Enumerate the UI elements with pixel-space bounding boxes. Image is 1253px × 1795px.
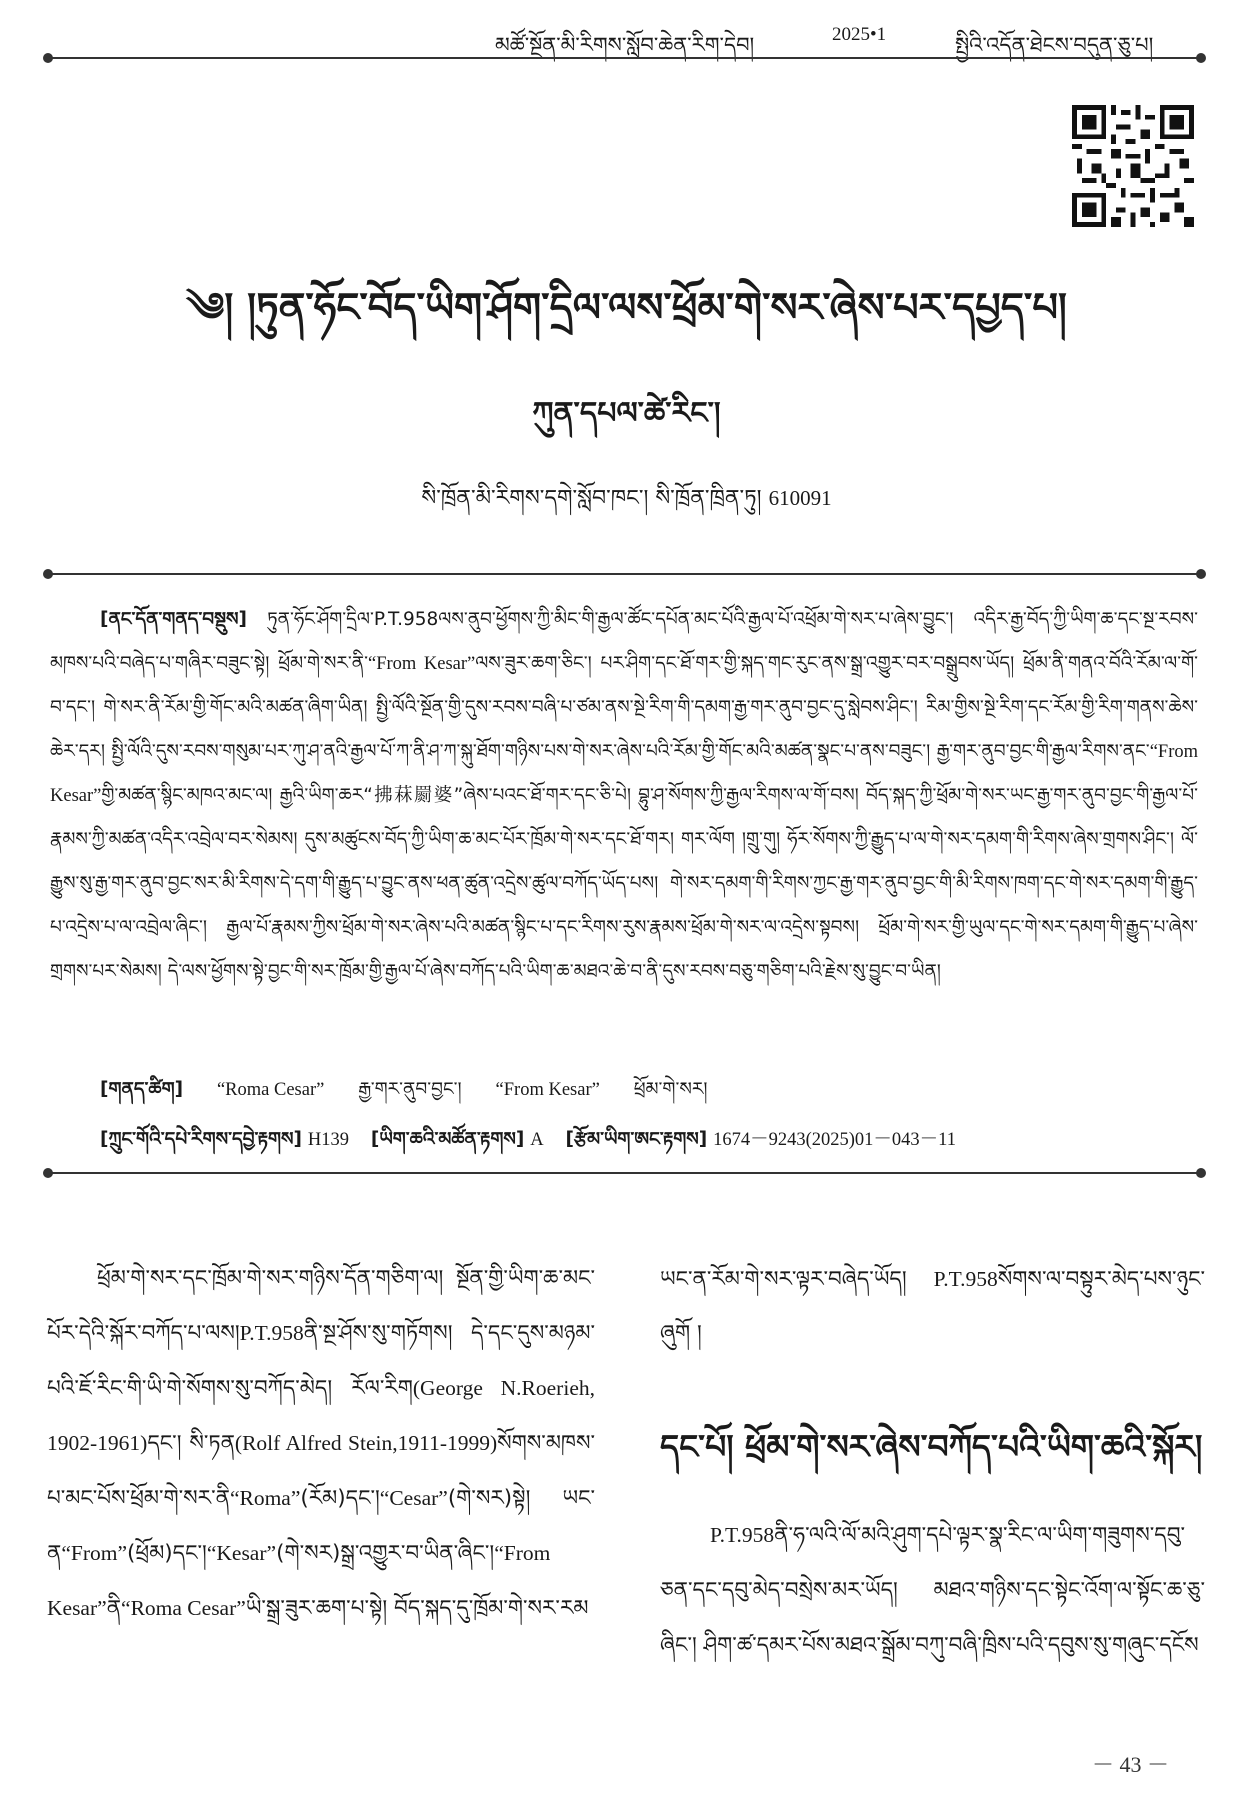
body-right-column-paragraph: P.T.958ནི་ཧ་ལའི་ལོ་མའི་ཤུག་དཔེ་ལྟར་སྣ་རིང་ལ་ཡིག་གཟུགས་དབུ་ཅན་དང་དབུ་མེད་བསྲེས་མར་ཡོད། མཐའ་གཉིས་དང་སྟེང་འོག་ལ་སྟོང་ཆ་ཅུ་ཞིང་། ཤིག་ཚ་དམར་པོས་མཐའ་སྒྲོམ་བཀུ་བཞི་ཁྲིས་པའི་དབུས་སུ་གཞུང་དངོས [660, 1523, 1205, 1658]
postal-code: 610091 [768, 486, 832, 510]
doc-code-value: A [530, 1130, 544, 1150]
qr-code [1072, 105, 1194, 227]
section-heading: དང་པོ། ཕྲོམ་གེ་སར་ཞེས་བཀོད་པའི་ཡིག་ཆའི་སྐོར། [660, 1427, 1203, 1466]
abstract-term: “From Kesar” [50, 742, 1198, 806]
classification-line [100, 1118, 972, 1170]
abstract [50, 598, 1198, 994]
body-right-column-continuation: ཡང་ན་རོམ་གེ་སར་ལྟར་བཞེད་ཡོད། P.T.958སོགས་ལ་བསྟུར་མེད་པས་ཉུང་ཞུགོ ། [660, 1267, 1205, 1346]
keywords-label: [གནད་ཚིག] [100, 1079, 184, 1100]
header-rule [47, 57, 1202, 59]
abstract-text: ཏུན་ཧོང་ཤོག་དྲིལ་P.T.958ལས་ནུབ་ཕྱོགས་ཀྱི་མིང་གི་རྒྱལ་ཚོང་དཔོན་མང་པོའི་རྒྱལ་པོ་འཕྲོམ་གེ་སར་པ་ཞེས་བྱུང་། འདིར་རྒྱ་བོད་ཀྱི་ཡིག་ཆ་དང་སྔ་རབས་མཁས་པའི་བཞེད་པ་གཞིར་བཟུང་སྟེ། ཕྲོམ་གེ་སར་ནི་ [50, 609, 1198, 674]
author-name: ཀུན་དཔལ་ཚེ་རིང་། [532, 396, 721, 431]
keywords [100, 1068, 735, 1120]
article-id-value: 1674－9243(2025)01－043－11 [713, 1130, 956, 1150]
keyword: “From Kesar” [495, 1080, 600, 1100]
page-number: － 43 － [1092, 1752, 1170, 1777]
keyword: རྒྱ་གར་ནུབ་བྱང་། [358, 1079, 462, 1100]
abstract-label: [ནང་དོན་གནད་བསྡུས] [100, 609, 247, 630]
abstract-text: གྱི་མཚན་སྙིང་མཁའ་མང་ལ། རྒྱའི་ཡིག་ཆར [101, 785, 364, 806]
running-header [0, 0, 1253, 60]
abstract-chinese-term: “拂菻罽婆” [363, 785, 464, 806]
keyword: “Roma Cesar” [216, 1080, 325, 1100]
journal-name: མཚོ་སྔོན་མི་རིགས་སློབ་ཆེན་རིག་དེབ། [495, 33, 755, 57]
body-left-column [47, 1252, 595, 1636]
issue-volume: སྤྱིའི་འདོན་ཐེངས་བདུན་ཅུ་པ། [955, 33, 1154, 57]
affiliation-text: སི་ཁྲོན་མི་རིགས་དགེ་སློབ་ཁང་། སི་ཁྲོན་ཁྲིན་ཏུ། [421, 486, 762, 511]
abstract-text: ལས་ཟུར་ཆག་ཅིང་། པར་ཤིག་དང་ཐོ་གར་གྱི་སྐད་གང་རུང་ནས་སྒྲ་འགྱུར་བར་བསྒྲུབས་ཡོད། ཕྲོམ་ནི་གནའ་བོའི་རོམ་ལ་གོ་བ་དང་། གེ་སར་ནི་རོམ་གྱི་གོང་མའི་མཚན་ཞིག་ཡིན། སྤྱི་ལོའི་སྔོན་གྱི་དུས་རབས་བཞི་པ་ཙམ་ནས་སྔེ་རིག་གི་དམག་རྒྱ་གར་ནུབ་བྱང་དུ་སླེབས་ཤིང་། རིམ་གྱིས་སྔེ་རིག་དང་རོམ་གྱི་རིག་གནས་ཆེས་ཆེར་དར། སྤྱི་ལོའི་དུས་རབས་གསུམ་པར་ཀུ་ཤ་ནའི་རྒྱལ་པོ་ཀ་ནི་ཤ་ཀ་སྐུ་ཐོག་གཉིས་པས་གེ་སར་ཞེས་པའི་རོམ་གྱི་གོང་མའི་མཚན་སྣང་པ་ནས་བཟུང་། རྒྱ་གར་ནུབ་བྱང་གི་རྒྱལ་རིགས་ནང་ [50, 653, 1199, 762]
abstract-text: ཞེས་པའང་ཐོ་གར་དང་ཅི་པེ། བྷུ་ཤ་སོགས་ཀྱི་རྒྱལ་རིགས་ལ་གོ་བས། བོད་སྐད་ཀྱི་ཕྲོམ་གེ་སར་ཡང་རྒྱ་གར་ནུབ་བྱང་གི་རྒྱལ་པོ་རྣམས་ཀྱི་མཚན་འདིར་འབྲེལ་བར་སེམས། དུས་མཚུངས་བོད་ཀྱི་ཡིག་ཆ་མང་པོར་ཁྲོམ་གེ་སར་དང་ཐོ་གར། གར་ལོག །གྲུ་གུ། ཧོར་སོགས་ཀྱི་རྒྱུད་པ་ལ་གེ་སར་དམག་གི་རིགས་ཞེས་གྲགས་ཤིང་། ལོ་རྒྱུས་སུ་རྒྱ་གར་ནུབ་བྱང་སར་མི་རིགས་དེ་དག་གི་རྒྱུད་པ་བྱུང་ནས་ཕན་ཚུན་འདྲེས་ཚུལ་བཀོད་ཡོད་པས། གེ་སར་དམག་གི་རིགས་ཀྱང་རྒྱ་གར་ནུབ་བྱང་གི་མི་རིགས་ཁག་དང་གེ་སར་དམག་གི་རྒྱུད་པ་འདྲེས་པ་ལ་འབྲེལ་ཞིང་། རྒྱལ་པོ་རྣམས་ཀྱིས་ཕྲོམ་གེ་སར་ཞེས་པའི་མཚན་སྙིང་པ་དང་རིགས་རུས་རྣམས་ཕྲོམ་གེ་སར་ལ་འདྲེས་སྟབས། ཕྲོམ་གེ་སར་གྱི་ཡུལ་དང་གེ་སར་དམག་གི་རྒྱུད་པ་ཞེས་གྲགས་པར་སེམས། དེ་ལས་ཕྱོགས་སྟེ་བྱང་གི་སར་ཁྲོམ་གྱི་རྒྱལ་པོ་ཞེས་བཀོད་པའི་ཡིག་ཆ་མཐའ་ཆེ་བ་ནི་དུས་རབས་བཅུ་གཅིག་པའི་རྗེས་སུ་བྱུང་བ་ཡིན། [50, 785, 1198, 982]
abstract-bottom-rule [47, 1172, 1202, 1174]
article-title: ༄། །ཏུན་ཧོང་བོད་ཡིག་ཤོག་དྲིལ་ལས་ཕྲོམ་གེ་སར་ཞེས་པར་དཔྱད་པ། [186, 285, 1067, 331]
abstract-term: “From Kesar” [368, 654, 476, 674]
clc-value: H139 [307, 1130, 350, 1150]
abstract-top-rule [47, 573, 1202, 575]
clc-label: [ཀྲུང་གོའི་དཔེ་རིགས་དབྱེ་རྟགས] [100, 1129, 302, 1150]
doc-code-label: [ཡིག་ཆའི་མཚོན་རྟགས] [370, 1129, 525, 1150]
keyword: ཕྲོམ་གེ་སར། [633, 1079, 708, 1100]
author-affiliation [0, 473, 1253, 535]
body-paragraph: ཕྲོམ་གེ་སར་དང་ཁྲོམ་གེ་སར་གཉིས་དོན་གཅིག་ལ། སྔོན་གྱི་ཡིག་ཆ་མང་པོར་དེའི་སྐོར་བཀོད་པ་ལས།P.T.958ནི་སྔ་ཤོས་སུ་གཏོགས། དེ་དང་དུས་མཉམ་པའི་ཇོ་རིང་གི་ཡི་གེ་སོགས་སུ་བཀོད་མེད། རོལ་རིག(George N.Roerieh, 1902-1961)དང་། སི་ཏན(Rolf Alfred Stein,1911-1999)སོགས་མཁས་པ་མང་པོས་ཕྲོམ་གེ་སར་ནི“Roma”(རོམ)དང་།“Cesar”(གེ་སར)སྟེ། ཡང་ན“From”(ཕྲོམ)དང་།“Kesar”(གེ་སར)སྒྲ་འགྱུར་བ་ཡིན་ཞིང་།“From Kesar”ནི“Roma Cesar”ཡི་སྒྲ་ཟུར་ཆག་པ་སྟེ། བོད་སྐད་དུ་ཁྲོམ་གེ་སར་རམ [47, 1266, 595, 1621]
article-id-label: [རྩོམ་ཡིག་ཨང་རྟགས] [565, 1129, 708, 1150]
issue-number: 2025•1 [832, 24, 887, 45]
